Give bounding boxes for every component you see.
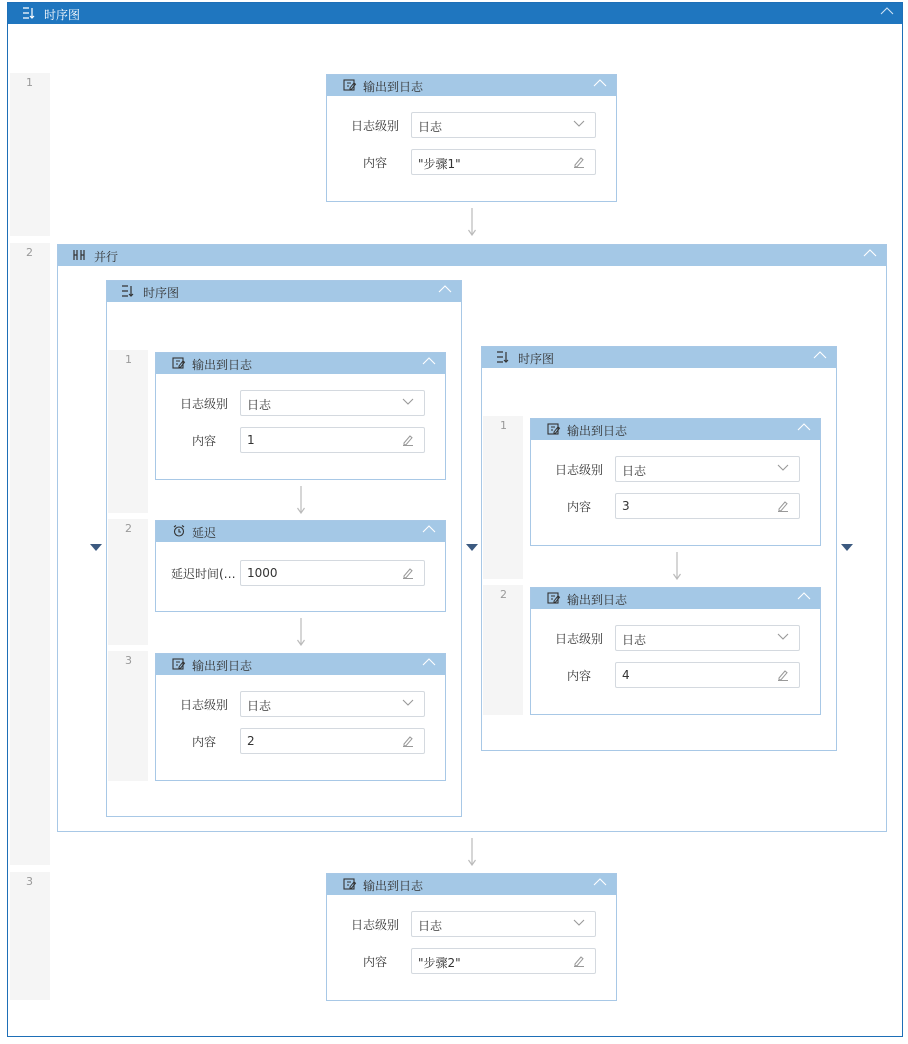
content-value: "步骤2"	[418, 956, 461, 970]
step-number: 1	[500, 419, 507, 432]
card-title: 输出到日志	[192, 358, 253, 372]
log-level-select[interactable]	[411, 112, 596, 138]
root-sequence-title: 时序图	[44, 8, 81, 22]
card-header[interactable]	[327, 874, 616, 895]
card-header[interactable]	[107, 281, 461, 302]
chevron-up-icon[interactable]	[593, 78, 607, 87]
log-output-card[interactable]	[155, 352, 446, 480]
log-output-icon	[343, 878, 357, 890]
step-gutter	[483, 416, 523, 579]
chevron-up-icon[interactable]	[422, 356, 436, 365]
content-value: 2	[247, 734, 255, 748]
step-gutter	[10, 872, 50, 1000]
step-number: 2	[125, 522, 132, 535]
content-input[interactable]	[411, 149, 596, 175]
log-level-select[interactable]	[615, 625, 800, 651]
content-value: "步骤1"	[418, 157, 461, 171]
chevron-up-icon[interactable]	[863, 248, 877, 257]
step-gutter	[108, 519, 148, 645]
content-value: 4	[622, 668, 630, 682]
chevron-down-icon	[573, 120, 585, 128]
content-label: 内容	[567, 669, 592, 683]
chevron-down-icon	[573, 919, 585, 927]
log-level-value: 日志	[418, 919, 443, 933]
content-label: 内容	[363, 156, 388, 170]
pencil-icon[interactable]	[777, 500, 789, 512]
content-input[interactable]	[615, 662, 800, 688]
flow-arrow	[672, 552, 682, 580]
step-number: 2	[500, 588, 507, 601]
chevron-up-icon[interactable]	[797, 422, 811, 431]
log-level-value: 日志	[622, 633, 647, 647]
log-level-label: 日志级别	[351, 119, 400, 133]
log-level-value: 日志	[247, 699, 272, 713]
log-level-select[interactable]	[411, 911, 596, 937]
card-header[interactable]	[156, 654, 445, 675]
pencil-icon[interactable]	[573, 955, 585, 967]
card-header[interactable]	[58, 245, 886, 266]
log-level-value: 日志	[247, 398, 272, 412]
delay-card[interactable]	[155, 520, 446, 612]
step-number: 1	[125, 353, 132, 366]
log-output-card[interactable]	[326, 873, 617, 1001]
card-title: 输出到日志	[363, 80, 424, 94]
pencil-icon[interactable]	[402, 567, 414, 579]
card-title: 输出到日志	[363, 879, 424, 893]
step-number: 2	[26, 246, 33, 259]
chevron-down-icon	[777, 633, 789, 641]
card-title: 延迟	[192, 526, 217, 540]
insert-marker-icon[interactable]	[466, 544, 478, 551]
step-number: 1	[26, 76, 33, 89]
pencil-icon[interactable]	[402, 434, 414, 446]
log-level-label: 日志级别	[351, 918, 400, 932]
pencil-icon[interactable]	[573, 156, 585, 168]
chevron-down-icon	[777, 464, 789, 472]
parallel-icon	[72, 249, 86, 261]
log-level-label: 日志级别	[180, 397, 229, 411]
log-output-icon	[172, 357, 186, 369]
step-gutter	[108, 350, 148, 513]
delay-time-value: 1000	[247, 566, 278, 580]
chevron-up-icon[interactable]	[422, 657, 436, 666]
log-level-value: 日志	[622, 464, 647, 478]
log-output-card[interactable]	[326, 74, 617, 202]
card-title: 时序图	[143, 286, 180, 300]
content-value: 1	[247, 433, 255, 447]
card-header[interactable]	[531, 588, 820, 609]
log-level-select[interactable]	[615, 456, 800, 482]
log-output-card[interactable]	[155, 653, 446, 781]
chevron-down-icon	[402, 699, 414, 707]
flow-arrow	[296, 618, 306, 646]
flow-arrow	[467, 208, 477, 236]
chevron-up-icon[interactable]	[422, 524, 436, 533]
step-gutter	[108, 651, 148, 781]
content-input[interactable]	[240, 427, 425, 453]
card-title: 输出到日志	[192, 659, 253, 673]
root-sequence-header[interactable]	[8, 3, 902, 24]
step-gutter	[483, 585, 523, 715]
chevron-up-icon[interactable]	[797, 591, 811, 600]
log-level-value: 日志	[418, 120, 443, 134]
log-level-label: 日志级别	[555, 632, 604, 646]
log-output-icon	[547, 592, 561, 604]
chevron-down-icon	[402, 398, 414, 406]
pencil-icon[interactable]	[777, 669, 789, 681]
insert-marker-icon[interactable]	[841, 544, 853, 551]
chevron-up-icon[interactable]	[438, 284, 452, 293]
card-title: 输出到日志	[567, 593, 628, 607]
pencil-icon[interactable]	[402, 735, 414, 747]
card-header[interactable]	[156, 353, 445, 374]
log-level-label: 日志级别	[555, 463, 604, 477]
log-level-select[interactable]	[240, 691, 425, 717]
card-title: 输出到日志	[567, 424, 628, 438]
insert-marker-icon[interactable]	[90, 544, 102, 551]
sequence-icon	[22, 7, 36, 19]
step-gutter	[10, 243, 50, 865]
flow-arrow	[467, 838, 477, 866]
chevron-up-icon[interactable]	[813, 350, 827, 359]
card-header[interactable]	[482, 347, 836, 368]
content-label: 内容	[192, 735, 217, 749]
log-output-card[interactable]	[530, 418, 821, 546]
card-title: 时序图	[518, 352, 555, 366]
log-level-label: 日志级别	[180, 698, 229, 712]
content-input[interactable]	[615, 493, 800, 519]
sequence-icon	[121, 285, 135, 297]
content-input[interactable]	[240, 728, 425, 754]
card-header[interactable]	[327, 75, 616, 96]
content-label: 内容	[363, 955, 388, 969]
log-output-icon	[547, 423, 561, 435]
card-title: 并行	[94, 250, 119, 264]
card-header[interactable]	[531, 419, 820, 440]
log-output-icon	[172, 658, 186, 670]
card-header[interactable]	[156, 521, 445, 542]
step-number: 3	[26, 875, 33, 888]
log-level-select[interactable]	[240, 390, 425, 416]
chevron-up-icon[interactable]	[880, 6, 894, 15]
content-input[interactable]	[411, 948, 596, 974]
chevron-up-icon[interactable]	[593, 877, 607, 886]
log-output-icon	[343, 79, 357, 91]
content-label: 内容	[192, 434, 217, 448]
log-output-card[interactable]	[530, 587, 821, 715]
alarm-clock-icon	[172, 525, 186, 537]
sequence-icon	[496, 351, 510, 363]
delay-time-input[interactable]	[240, 560, 425, 586]
step-number: 3	[125, 654, 132, 667]
step-gutter	[10, 73, 50, 236]
flow-arrow	[296, 486, 306, 514]
delay-time-label: 延迟时间(…	[171, 567, 236, 581]
content-value: 3	[622, 499, 630, 513]
content-label: 内容	[567, 500, 592, 514]
